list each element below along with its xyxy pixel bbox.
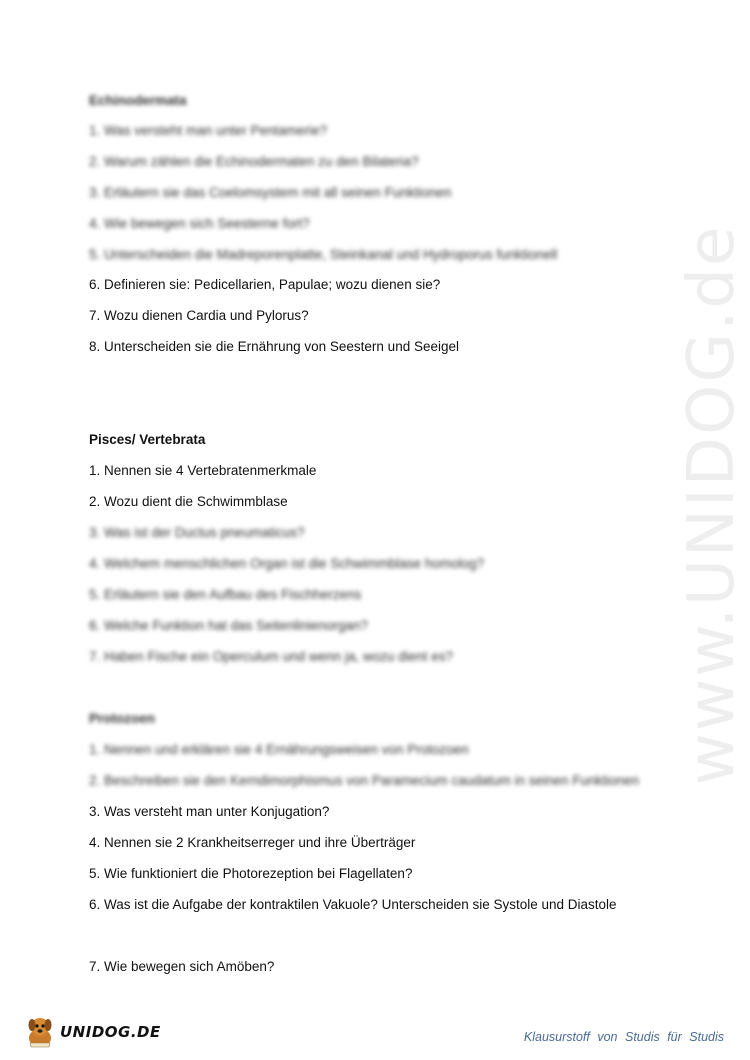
question-item: 1. Nennen und erklären sie 4 Ernährungsweisen von Protozoen xyxy=(89,742,469,757)
footer-tagline: Klausurstoff von Studis für Studis xyxy=(523,1030,724,1044)
dog-mascot-icon xyxy=(22,1014,58,1050)
question-item: 5. Erläutern sie den Aufbau des Fischherzens xyxy=(89,587,362,602)
question-item: 4. Nennen sie 2 Krankheitserreger und ihre Überträger xyxy=(89,835,416,850)
question-item: 2. Beschreiben sie den Kerndimorphismus von Paramecium caudatum in seinen Funktionen xyxy=(89,773,640,788)
question-item: 2. Warum zählen die Echinodermaten zu den Bilateria? xyxy=(89,154,419,169)
question-item: 4. Wie bewegen sich Seesterne fort? xyxy=(89,216,310,231)
question-item: 8. Unterscheiden sie die Ernährung von Seestern und Seeigel xyxy=(89,339,459,354)
logo-text: UNIDOG.DE xyxy=(60,1023,161,1041)
section-heading-echinodermata: Echinodermata xyxy=(89,93,187,108)
question-item: 7. Wie bewegen sich Amöben? xyxy=(89,959,275,974)
question-item: 6. Was ist die Aufgabe der kontraktilen Vakuole? Unterscheiden sie Systole und Diastole xyxy=(89,897,617,912)
question-item: 4. Welchem menschlichen Organ ist die Schwimmblase homolog? xyxy=(89,556,485,571)
section-heading-protozoen: Protozoen xyxy=(89,711,155,726)
footer-logo xyxy=(22,1012,162,1052)
watermark-text: www.UNIDOG.de xyxy=(675,224,749,786)
question-item: 7. Haben Fische ein Operculum und wenn ja, wozu dient es? xyxy=(89,649,453,664)
question-item: 7. Wozu dienen Cardia und Pylorus? xyxy=(89,308,309,323)
question-item: 3. Was ist der Ductus pneumaticus? xyxy=(89,525,305,540)
question-item: 2. Wozu dient die Schwimmblase xyxy=(89,494,288,509)
question-item: 3. Erläutern sie das Coelomsystem mit all seinen Funktionen xyxy=(89,185,452,200)
section-heading-pisces: Pisces/ Vertebrata xyxy=(89,432,206,447)
question-item: 5. Unterscheiden die Madreporenplatte, Steinkanal und Hydroporus funktionell xyxy=(89,247,558,262)
question-item: 6. Definieren sie: Pedicellarien, Papulae; wozu dienen sie? xyxy=(89,277,441,292)
question-item: 3. Was versteht man unter Konjugation? xyxy=(89,804,330,819)
question-item: 1. Was versteht man unter Pentamerie? xyxy=(89,123,328,138)
question-item: 6. Welche Funktion hat das Seitenlinienorgan? xyxy=(89,618,368,633)
question-item: 1. Nennen sie 4 Vertebratenmerkmale xyxy=(89,463,317,478)
question-item: 5. Wie funktioniert die Photorezeption bei Flagellaten? xyxy=(89,866,413,881)
